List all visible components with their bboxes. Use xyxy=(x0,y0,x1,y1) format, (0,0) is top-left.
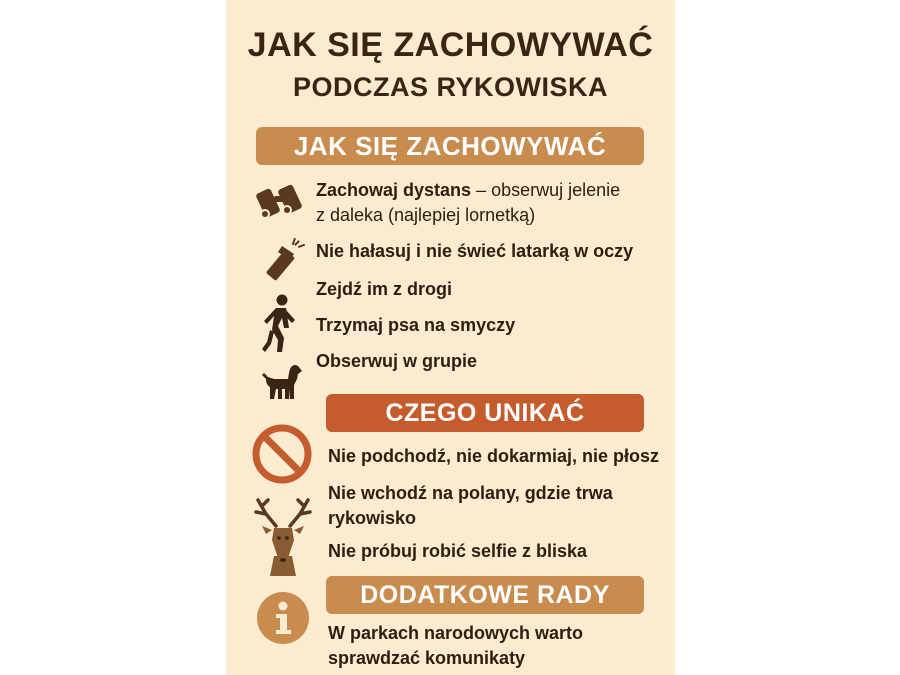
binoculars-icon xyxy=(256,182,306,224)
poster xyxy=(226,0,675,675)
behave-item-5: Obserwuj w grupie xyxy=(316,351,478,371)
avoid-item-1: Nie podchodź, nie dokarmiaj, nie płosz xyxy=(328,446,660,466)
no-entry-icon xyxy=(250,422,314,486)
section-heading-extra: DODATKOWE RADY xyxy=(326,576,644,614)
poster-title: JAK SIĘ ZACHOWYWAĆ xyxy=(247,26,654,64)
behave-item-1-bold: Zachowaj dystans xyxy=(316,180,472,200)
extra-item-1-line2: sprawdzać komunikaty xyxy=(328,648,526,668)
walking-person-icon xyxy=(262,294,300,356)
extra-item-1-line1: W parkach narodowych warto xyxy=(328,623,584,643)
deer-icon xyxy=(252,496,314,578)
section-heading-avoid: CZEGO UNIKAĆ xyxy=(326,394,644,432)
avoid-item-2 xyxy=(328,481,613,531)
poster-subtitle: PODCZAS RYKOWISKA xyxy=(292,72,608,102)
info-icon xyxy=(256,591,310,645)
behave-item-2: Nie hałasuj i nie świeć latarką w oczy xyxy=(316,241,634,261)
section-heading-behave: JAK SIĘ ZACHOWYWAĆ xyxy=(256,127,644,165)
behave-item-4: Trzymaj psa na smyczy xyxy=(316,315,516,335)
behave-item-1-line2: z daleka (najlepiej lornetką) xyxy=(316,205,536,225)
flashlight-icon xyxy=(260,236,306,286)
avoid-item-3: Nie próbuj robić selfie z bliska xyxy=(328,541,588,561)
avoid-item-2-line2: rykowisko xyxy=(328,508,417,528)
dog-icon xyxy=(260,363,304,401)
behave-item-1-rest: – obserwuj jelenie xyxy=(471,180,621,200)
extra-item-1 xyxy=(328,621,583,671)
behave-item-1 xyxy=(316,178,666,228)
avoid-item-2-line1: Nie wchodź na polany, gdzie trwa xyxy=(328,483,613,503)
behave-item-3: Zejdź im z drogi xyxy=(316,279,453,299)
